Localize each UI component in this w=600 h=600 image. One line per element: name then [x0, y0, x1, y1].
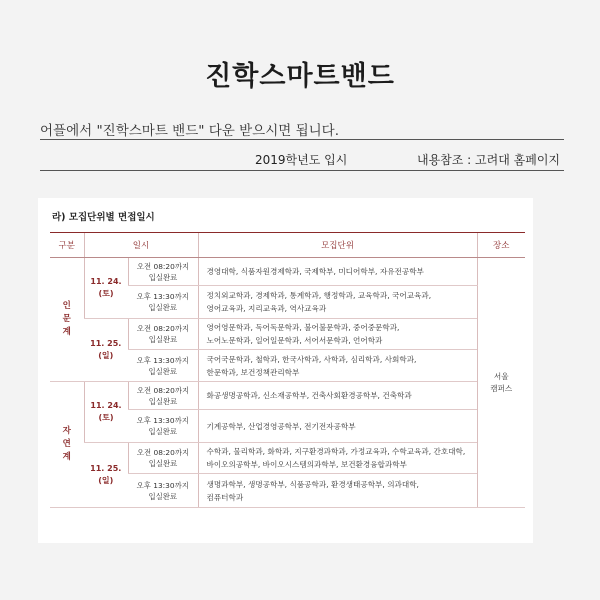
table-row [50, 258, 525, 286]
table-row [50, 382, 525, 410]
units-cell: 정치외교학과, 경제학과, 통계학과, 행정학과, 교육학과, 국어교육과, 영어교육과, 지리교육과, 역사교육과 [198, 286, 477, 319]
place-cell: 서울 캠퍼스 [477, 258, 525, 508]
exam-year: 2019학년도 입시 [255, 153, 348, 167]
category-cell: 자 연 계 [50, 382, 84, 508]
schedule-title: 라) 모집단위별 면접일시 [52, 212, 155, 223]
units-cell: 수학과, 물리학과, 화학과, 지구환경과학과, 가정교육과, 수학교육과, 간호대학, 바이오의공학부, 바이오시스템의과학부, 보건환경융합과학부 [198, 443, 477, 474]
date-cell: 11. 25. (일) [84, 319, 128, 382]
units-cell: 국어국문학과, 철학과, 한국사학과, 사학과, 심리학과, 사회학과, 한문학과, 보건정책관리학부 [198, 350, 477, 382]
table-row [50, 443, 525, 474]
page-title: 진학스마트밴드 [205, 61, 395, 92]
date-cell: 11. 24. (토) [84, 258, 128, 319]
category-cell: 인 문 계 [50, 258, 84, 382]
time-cell: 오후 13:30까지 입실완료 [128, 286, 198, 319]
time-cell: 오전 08:20까지 입실완료 [128, 319, 198, 350]
time-cell: 오후 13:30까지 입실완료 [128, 350, 198, 382]
units-cell: 기계공학부, 산업경영공학부, 전기전자공학부 [198, 410, 477, 443]
divider [40, 139, 564, 140]
time-cell: 오후 13:30까지 입실완료 [128, 410, 198, 443]
interview-schedule-table [50, 232, 525, 508]
time-cell: 오후 13:30까지 입실완료 [128, 474, 198, 508]
time-cell: 오전 08:20까지 입실완료 [128, 443, 198, 474]
divider [40, 170, 564, 171]
header-units: 모집단위 [198, 233, 477, 258]
units-cell: 생명과학부, 생명공학부, 식품공학과, 환경생태공학부, 의과대학, 컴퓨터학과 [198, 474, 477, 508]
units-cell: 영어영문학과, 독어독문학과, 불어불문학과, 중어중문학과, 노어노문학과, 일어일문학과, 서어서문학과, 언어학과 [198, 319, 477, 350]
header-category: 구분 [50, 233, 84, 258]
header-place: 장소 [477, 233, 525, 258]
units-cell: 경영대학, 식품자원경제학과, 국제학부, 미디어학부, 자유전공학부 [198, 258, 477, 286]
date-cell: 11. 24. (토) [84, 382, 128, 443]
header-datetime: 일시 [84, 233, 198, 258]
units-cell: 화공생명공학과, 신소재공학부, 건축사회환경공학부, 건축학과 [198, 382, 477, 410]
schedule-image [38, 198, 533, 543]
date-cell: 11. 25. (일) [84, 443, 128, 508]
download-note: 어플에서 "진학스마트 밴드" 다운 받으시면 됩니다. [40, 123, 339, 139]
time-cell: 오전 08:20까지 입실완료 [128, 382, 198, 410]
table-header-row [50, 233, 525, 258]
table-row [50, 319, 525, 350]
source-note: 내용참조 : 고려대 홈페이지 [417, 153, 560, 167]
time-cell: 오전 08:20까지 입실완료 [128, 258, 198, 286]
